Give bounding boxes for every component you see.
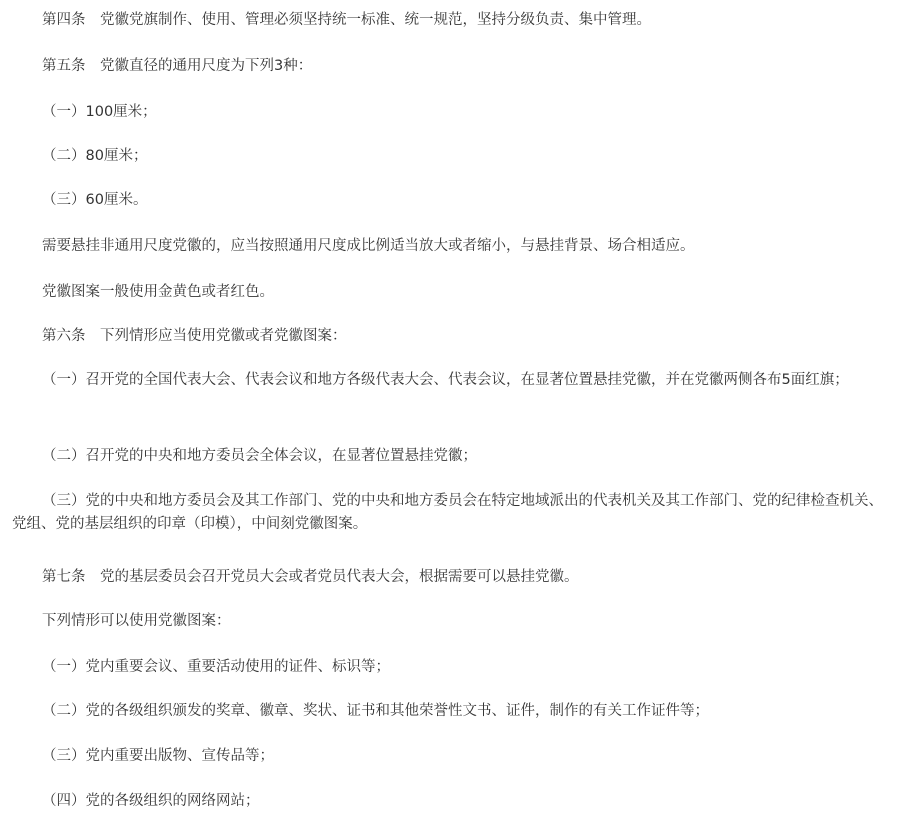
- article-6-paragraph: 第六条 下列情形应当使用党徽或者党徽图案：: [42, 328, 347, 344]
- pattern-item-1: （一）党内重要会议、重要活动使用的证件、标识等；: [42, 659, 390, 675]
- article-6-item-1: （一）召开党的全国代表大会、代表会议和地方各级代表大会、代表会议，在显著位置悬挂党徽，并在党徽两侧各布5面红旗；: [42, 372, 849, 388]
- emblem-color-paragraph: 党徽图案一般使用金黄色或者红色。: [42, 284, 274, 300]
- article-6-item-3: （三）党的中央和地方委员会及其工作部门、党的中央和地方委员会在特定地域派出的代表机关及其工作部门、党的纪律检查机关、党组、党的基层组织的印章（印模），中间刻党徽图案。: [12, 493, 883, 532]
- pattern-item-2: （二）党的各级组织颁发的奖章、徽章、奖状、证书和其他荣誉性文书、证件，制作的有关工作证件等；: [42, 703, 709, 719]
- article-5-item-2: （二）80厘米；: [42, 148, 148, 164]
- article-4-paragraph: 第四条 党徽党旗制作、使用、管理必须坚持统一标准、统一规范，坚持分级负责、集中管理。: [42, 12, 651, 28]
- article-7-paragraph: 第七条 党的基层委员会召开党员大会或者党员代表大会，根据需要可以悬挂党徽。: [42, 569, 579, 585]
- article-5-item-3: （三）60厘米。: [42, 192, 148, 208]
- article-5-paragraph: 第五条 党徽直径的通用尺度为下列3种：: [42, 58, 313, 74]
- article-6-item-2: （二）召开党的中央和地方委员会全体会议，在显著位置悬挂党徽；: [42, 448, 477, 464]
- article-5-item-1: （一）100厘米；: [42, 104, 157, 120]
- emblem-pattern-intro: 下列情形可以使用党徽图案：: [42, 613, 231, 629]
- pattern-item-4: （四）党的各级组织的网络网站；: [42, 793, 260, 809]
- nonstandard-size-paragraph: 需要悬挂非通用尺度党徽的，应当按照通用尺度成比例适当放大或者缩小，与悬挂背景、场合相适应。: [42, 238, 695, 254]
- pattern-item-3: （三）党内重要出版物、宣传品等；: [42, 748, 274, 764]
